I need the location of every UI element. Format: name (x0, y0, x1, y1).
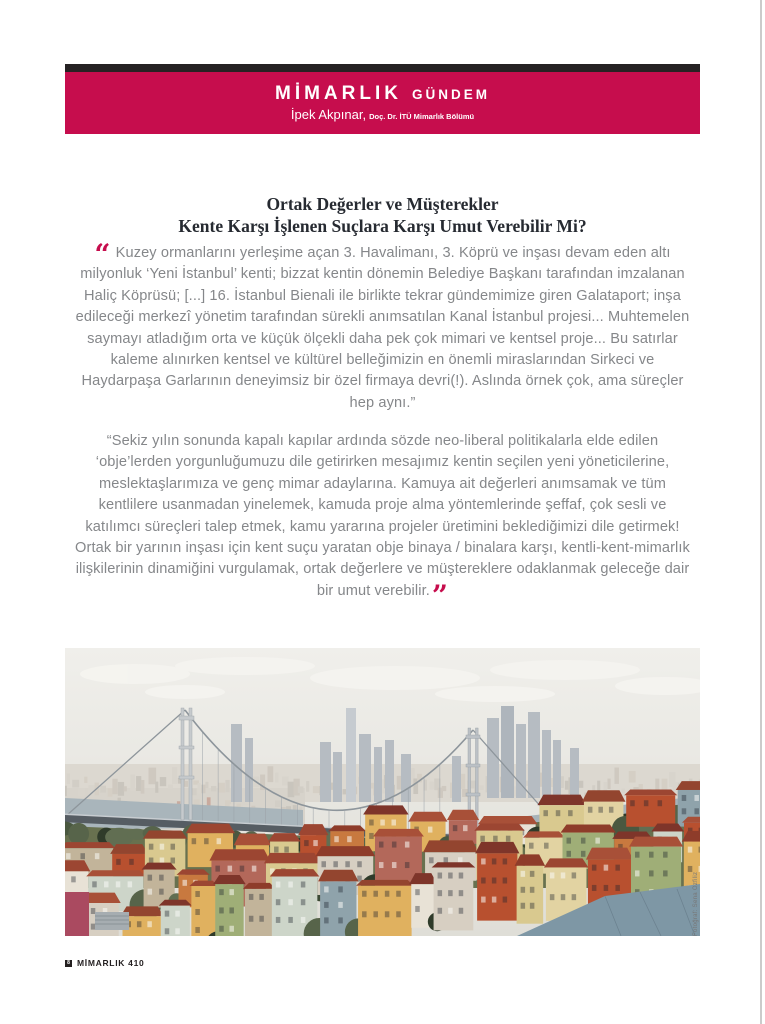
close-quote-glyph: ” (431, 578, 449, 612)
page-number-badge: 8 (65, 960, 72, 967)
author-affiliation: Doç. Dr. İTÜ Mimarlık Bölümü (369, 112, 475, 121)
banner-author-row (65, 108, 700, 124)
banner-title-row (65, 72, 700, 105)
magazine-issue-label: MİMARLIK 410 (77, 958, 145, 968)
article-title-line2: Kente Karşı İşlenen Suçlara Karşı Umut Verebilir Mi? (178, 215, 587, 236)
banner-body (65, 72, 700, 134)
quote-paragraph-2 (72, 431, 693, 612)
open-quote-glyph: “ (94, 238, 111, 271)
article-title (70, 193, 695, 237)
author-name: İpek Akpınar, (290, 107, 367, 122)
banner-top-bar (65, 64, 700, 72)
photo-credit: Fotoğraf: Sena Özfiliz (693, 871, 699, 936)
section-label: GÜNDEM (411, 87, 490, 102)
page-footer (65, 958, 144, 968)
istanbul-bosphorus-photo (65, 648, 700, 936)
quote-paragraph-1-text: Kuzey ormanlarını yerleşime açan 3. Havalimanı, 3. Köprü ve inşası devam eden altı milyonluk ‘Yeni İstanbul’ kenti; bizzat kentin dönemin Belediye Başkanı tarafından imzalanan Haliç Köprüsü; [...] 16. İstanbul Bienali ile birlikte tekrar gündemimize giren Galataport; inşa edileceği merkezî yönetim tarafından sürekli anımsatılan Kanal İstanbul projesi... Muhtemelen saymayı atladığım orta ve küçük ölçekli daha pek çok mimari ve kentsel proje... Bu satırlar kaleme alınırken kentsel ve kültürel belleğimizin en önemli miraslarından Sirkeci ve Haydarpaşa Garlarının deneyimsiz bir özel firmaya devri(!). Aslında örnek çok, ama süreçler hep aynı.” (75, 245, 690, 411)
section-banner (65, 64, 700, 134)
quote-paragraph-2-text: “Sekiz yılın sonunda kapalı kapılar ardında sözde neo-liberal politikalarla elde edilen ‘obje’lerden yorgunluğumuzu dile getirirken mesajımız kentin seçilen yeni yöneticilerine, meslektaşlarımıza ve genç mimar adaylarına. Kamuya ait değerleri anımsamak ve tüm kentlilere usanmadan yinelemek, kamuda proje alma yöntemlerinde şeffaf, çok sesli ve katılımcı süreçleri talep etmek, kamu yararına projeler üretimini beklediğimizi dile getirmek! Ortak bir yarının inşası için kent suçu yaratan obje binaya / binalara karşı, kentli-kent-mimarlık ilişkilerinin dinamiğini vurgulamak, ortak değerlere ve müştereklere odaklanmak geleceğe dair bir umut verebilir. (75, 433, 690, 599)
photo-illustration (65, 648, 700, 936)
quote-paragraph-1 (72, 238, 693, 414)
article-title-line1: Ortak Değerler ve Müşterekler (266, 193, 499, 214)
magazine-title: MİMARLIK (275, 83, 402, 104)
page-edge-line (760, 0, 762, 1024)
